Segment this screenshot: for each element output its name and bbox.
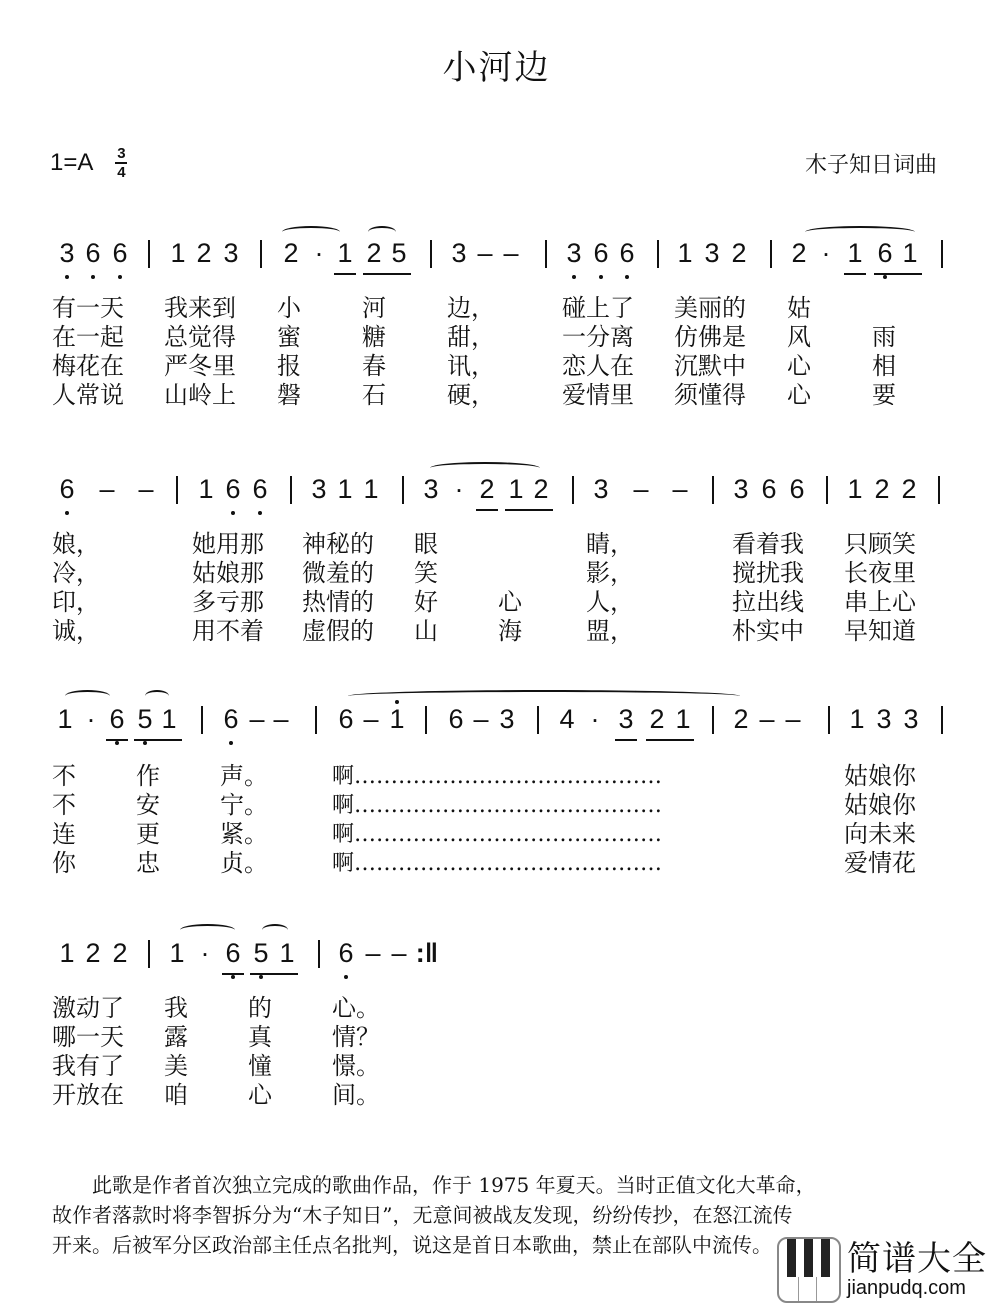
lyric-word: 真 [248,1023,272,1051]
note: 1 [508,474,524,504]
lyric-word: 总觉得 [164,323,236,351]
note: 6 [338,704,354,734]
note: 6 [249,474,271,505]
slur [348,690,740,702]
note: 6 [106,704,128,735]
note: 6 [761,474,777,504]
note: 1 [902,238,918,268]
lyric-word: 有一天 [52,294,124,322]
dash: – [672,474,688,504]
barline [318,940,320,968]
lyric-word: 边， [447,294,495,322]
lyric-word: 姑 [787,294,811,322]
barline [826,476,828,504]
dash: – [759,704,775,734]
barline [201,706,203,734]
barline [545,240,547,268]
lyric-word: 搅扰我 [732,559,804,587]
barline [176,476,178,504]
note: 2 [791,238,807,268]
note: 3 [563,238,585,269]
lyric-word: 眼 [414,530,438,558]
lyric-word: 啊…………………………………… [332,851,663,876]
lyric-word: 春 [362,352,386,380]
lyric-word: 恋人在 [562,352,634,380]
lyric-word: 姑娘你 [844,791,916,819]
note: 1 [847,474,863,504]
note: 6 [874,238,896,269]
lyric-word: 要 [872,381,896,409]
lyric-word: 美丽的 [674,294,746,322]
note: 2 [874,474,890,504]
lyric-word: 磐 [277,381,301,409]
dash: – [273,704,289,734]
note: 3 [733,474,749,504]
lyric-word: 梅花在 [52,352,124,380]
barline [938,476,940,504]
lyric-verse-2 [52,323,896,352]
lyric-verse-2 [52,559,916,588]
lyric-word: 心 [787,381,811,409]
dash: – [99,474,115,504]
lyric-word: 神秘的 [302,530,374,558]
dot-augmentation: · [314,238,324,268]
watermark-cn: 简谱大全 [847,1239,987,1279]
dash: – [477,238,493,268]
slur [430,462,540,474]
lyric-word: 蜜 [277,323,301,351]
lyric-word: 甜， [447,323,495,351]
note: 3 [423,474,439,504]
time-signature-bottom: 4 [117,164,126,181]
lyric-word: 忠 [136,849,160,877]
lyric-word: 虚假的 [302,617,374,645]
note: 6 [335,938,357,969]
lyric-word: 啊…………………………………… [332,822,663,847]
dot-augmentation: · [86,704,96,734]
underline [363,273,411,275]
lyric-word: 看着我 [732,530,804,558]
lyric-word: 糖 [362,323,386,351]
slur [145,690,169,702]
note: 6 [448,704,464,734]
lyric-word: 拉出线 [732,588,804,616]
time-signature-top: 3 [117,145,126,162]
note: 1 [363,474,379,504]
underline [222,973,244,975]
note: 3 [876,704,892,734]
note: 3 [311,474,327,504]
lyric-word: 只顾笑 [844,530,916,558]
lyric-word: 石 [362,381,386,409]
staff-system-4 [50,938,950,978]
lyric-word: 在一起 [52,323,124,351]
lyric-word: 印， [52,588,100,616]
underline [476,509,498,511]
note: 6 [220,704,242,735]
lyric-word: 露 [164,1023,188,1051]
lyric-word: 好 [414,588,438,616]
lyric-word: 冷， [52,559,100,587]
lyric-word: 仿佛是 [674,323,746,351]
note: 1 [847,238,863,268]
lyric-word: 憬。 [332,1052,380,1080]
slur [368,226,396,238]
time-signature [115,146,127,180]
barline [148,240,150,268]
lyric-verse-4 [52,617,916,646]
note: 2 [731,238,747,268]
note: 1 [675,704,691,734]
lyric-word: 沉默中 [674,352,746,380]
barline [425,706,427,734]
note: 2 [366,238,382,268]
lyric-word: 讯， [447,352,495,380]
note: 2 [733,704,749,734]
note: 6 [789,474,805,504]
lyric-word: 咱 [164,1081,188,1109]
dot-augmentation: · [200,938,210,968]
piano-keys-icon [777,1237,841,1303]
slur [65,690,110,702]
lyric-word: 硬， [447,381,495,409]
note: 6 [222,938,244,969]
note: 1 [279,938,295,968]
underline [874,273,922,275]
lyric-word: 姑娘那 [192,559,264,587]
lyric-verse-1 [52,762,916,791]
lyric-word: 朴实中 [732,617,804,645]
lyric-word: 用不着 [192,617,264,645]
lyric-word: 你 [52,849,76,877]
underline [505,509,553,511]
repeat-end-barline: :‖ [415,938,439,968]
note: 6 [109,238,131,269]
watermark-text [847,1241,987,1299]
note: 1 [849,704,865,734]
lyric-word: 心 [787,352,811,380]
barline [148,940,150,968]
note-line: 此歌是作者首次独立完成的歌曲作品，作于 1975 年夏天。当时正值文化大革命， [52,1173,816,1197]
underline [334,273,356,275]
lyric-word: 间。 [332,1081,380,1109]
lyric-word: 声。 [220,762,268,790]
barline [712,706,714,734]
barline [941,706,943,734]
site-watermark [777,1235,987,1305]
lyric-word: 紧。 [220,820,268,848]
lyric-word: 啊…………………………………… [332,764,663,789]
watermark-url: jianpudq.com [847,1277,966,1299]
note: 1 [170,238,186,268]
dash: – [138,474,154,504]
lyric-word: 小 [277,294,301,322]
dash: – [633,474,649,504]
lyric-word: 啊…………………………………… [332,793,663,818]
note: 6 [222,474,244,505]
lyric-word: 影， [586,559,634,587]
lyric-word: 报 [277,352,301,380]
barline [712,476,714,504]
lyric-word: 贞。 [220,849,268,877]
slur [262,924,288,936]
lyric-verse-1 [52,294,811,323]
lyric-word: 憧 [248,1052,272,1080]
note-high: 1 [386,704,408,735]
lyric-word: 笑 [414,559,438,587]
dash: – [363,704,379,734]
note: 1 [169,938,185,968]
song-title: 小河边 [442,48,551,88]
lyric-word: 人常说 [52,381,124,409]
lyric-word: 长夜里 [844,559,916,587]
note: 2 [479,474,495,504]
lyric-word: 姑娘你 [844,762,916,790]
barline [770,240,772,268]
note: 6 [56,474,78,505]
note: 6 [82,238,104,269]
underline [106,739,128,741]
lyric-word: 我 [164,994,188,1022]
lyric-word: 相 [872,352,896,380]
lyric-word: 爱情里 [562,381,634,409]
lyric-word: 情？ [332,1023,380,1051]
underline [646,739,694,741]
underline [615,739,637,741]
note: 1 [57,704,73,734]
lyric-word: 微羞的 [302,559,374,587]
lyric-word: 热情的 [302,588,374,616]
lyric-word: 早知道 [844,617,916,645]
note: 2 [901,474,917,504]
key-signature [50,146,127,180]
dot-augmentation: · [590,704,600,734]
staff-system-2 [50,474,950,514]
composer-credit: 木子知日词曲 [804,153,937,178]
lyric-word: 雨 [872,323,896,351]
note: 2 [533,474,549,504]
lyric-verse-2 [52,791,916,820]
lyric-word: 山 [414,617,438,645]
note: 3 [499,704,515,734]
note-line: 故作者落款时将李智拆分为“木子知日”，无意间被战友发现，纷纷传抄，在怒江流传 [52,1203,793,1227]
dash: – [365,938,381,968]
lyric-word: 宁。 [220,791,268,819]
lyrics-system-4 [52,994,380,1110]
lyric-word: 人， [586,588,634,616]
key-label: 1=A [50,149,94,176]
note: 1 [337,238,353,268]
barline [290,476,292,504]
barline [260,240,262,268]
lyric-verse-1 [52,530,916,559]
staff-system-1 [50,238,950,278]
note: 3 [618,704,634,734]
lyric-word: 睛， [586,530,634,558]
lyric-word: 心 [248,1081,272,1109]
note: 5 [250,938,272,969]
lyric-word: 作 [136,762,160,790]
note: 1 [59,938,75,968]
lyric-word: 我有了 [52,1052,124,1080]
note: 3 [593,474,609,504]
lyric-word: 向未来 [844,820,916,848]
dot-augmentation: · [821,238,831,268]
note: 3 [223,238,239,268]
lyric-word: 严冬里 [164,352,236,380]
lyric-word: 诚， [52,617,100,645]
note: 3 [451,238,467,268]
lyric-word: 不 [52,791,76,819]
dash: – [249,704,265,734]
dash: – [785,704,801,734]
lyric-verse-3 [52,1052,380,1081]
dot-augmentation: · [454,474,464,504]
lyric-verse-3 [52,820,916,849]
lyric-word: 碰上了 [562,294,634,322]
barline [941,240,943,268]
note: 2 [649,704,665,734]
lyric-word: 的 [248,994,272,1022]
lyrics-system-2 [52,530,916,646]
lyric-word: 多亏那 [192,588,264,616]
barline [430,240,432,268]
lyric-verse-1 [52,994,380,1023]
lyric-word: 风 [787,323,811,351]
lyric-word: 开放在 [52,1081,124,1109]
lyric-verse-4 [52,849,916,878]
lyrics-system-3 [52,762,916,878]
note: 2 [85,938,101,968]
underline [250,973,298,975]
lyric-word: 山岭上 [164,381,236,409]
slur [282,226,340,238]
lyric-word: 不 [52,762,76,790]
lyric-word: 连 [52,820,76,848]
slur [805,226,915,238]
lyric-word: 爱情花 [844,849,916,877]
lyric-word: 海 [498,617,522,645]
note: 1 [677,238,693,268]
lyric-word: 她用那 [192,530,264,558]
lyrics-system-1 [52,294,896,410]
note: 2 [196,238,212,268]
barline [537,706,539,734]
note: 5 [391,238,407,268]
note: 6 [616,238,638,269]
note: 2 [112,938,128,968]
barline [572,476,574,504]
lyric-word: 安 [136,791,160,819]
lyric-verse-4 [52,381,896,410]
barline [402,476,404,504]
barline [315,706,317,734]
lyric-word: 心 [498,588,522,616]
note-line: 开来。后被军分区政治部主任点名批判，说这是首日本歌曲，禁止在部队中流传。 [52,1233,772,1257]
note: 1 [161,704,177,734]
lyric-verse-3 [52,588,916,617]
note: 1 [198,474,214,504]
lyric-verse-2 [52,1023,380,1052]
lyric-verse-3 [52,352,896,381]
lyric-word: 美 [164,1052,188,1080]
lyric-word: 心。 [332,994,380,1022]
lyric-word: 串上心 [844,588,916,616]
lyric-verse-4 [52,1081,380,1110]
underline [134,739,182,741]
dash: – [503,238,519,268]
dash: – [391,938,407,968]
note: 6 [590,238,612,269]
lyric-word: 我来到 [164,294,236,322]
lyric-word: 哪一天 [52,1023,124,1051]
lyric-word: 须懂得 [674,381,746,409]
note: 3 [704,238,720,268]
lyric-word: 河 [362,294,386,322]
lyric-word: 盟， [586,617,634,645]
lyric-word: 娘， [52,530,100,558]
note: 4 [559,704,575,734]
lyric-word: 激动了 [52,994,124,1022]
lyric-word: 一分离 [562,323,634,351]
lyric-word: 更 [136,820,160,848]
underline [844,273,866,275]
note: 2 [283,238,299,268]
barline [828,706,830,734]
note: 1 [337,474,353,504]
dash: – [473,704,489,734]
slur [180,924,235,936]
note: 3 [56,238,78,269]
staff-system-3 [50,704,950,744]
note: 3 [903,704,919,734]
barline [657,240,659,268]
note: 5 [134,704,156,735]
